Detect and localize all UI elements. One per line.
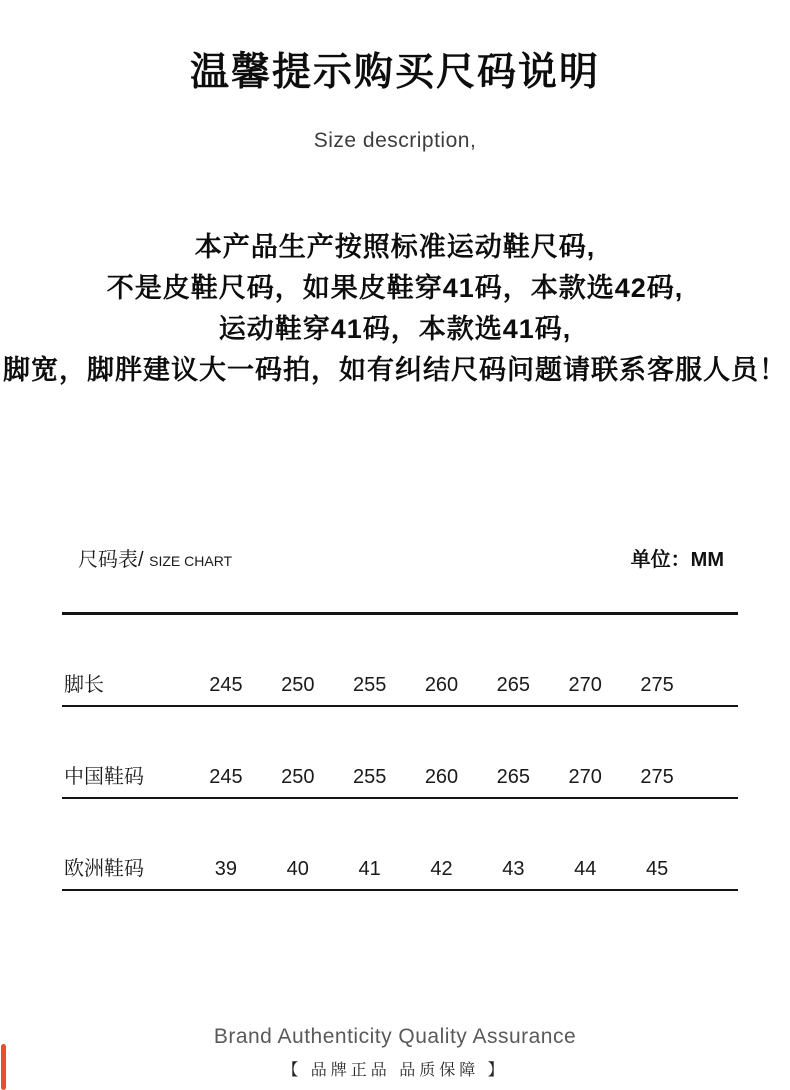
notice-line: 运动鞋穿41码，本款选41码, [218, 314, 572, 344]
accent-bar [1, 1044, 6, 1090]
table-cell: 42 [430, 858, 453, 880]
size-chart-header [62, 543, 738, 572]
table-cell: 270 [568, 674, 602, 696]
notice-line: 不是皮鞋尺码，如果皮鞋穿41码，本款选42码, [106, 273, 684, 303]
sizing-notice [0, 227, 790, 391]
row-label: 脚长 [64, 674, 104, 696]
table-cell: 44 [574, 858, 597, 880]
table-cell: 245 [209, 674, 243, 696]
size-chart-table [62, 612, 738, 891]
table-cell: 45 [645, 858, 669, 880]
row-values [190, 766, 738, 789]
table-cell: 39 [214, 858, 238, 880]
table-cell: 41 [358, 858, 381, 880]
table-cell: 260 [424, 674, 459, 696]
footer-brand-line: Brand Authenticity Quality Assurance [213, 1025, 577, 1048]
table-cell: 250 [281, 674, 315, 696]
row-values [190, 674, 738, 697]
table-cell: 265 [496, 766, 531, 788]
table-cell: 275 [640, 674, 674, 696]
table-cell: 260 [424, 766, 459, 788]
size-chart-section [62, 543, 738, 891]
row-label: 中国鞋码 [64, 766, 144, 788]
size-chart-unit-label: 单位：MM [630, 549, 724, 571]
notice-line: 脚宽，脚胖建议大一码拍，如有纠结尺码问题请联系客服人员！ [3, 355, 787, 385]
table-cell: 40 [286, 858, 309, 880]
row-values [190, 858, 738, 881]
table-cell: 270 [568, 766, 602, 788]
page-title: 温馨提示购买尺码说明 [189, 51, 600, 94]
size-chart-title [78, 543, 232, 572]
table-cell: 265 [496, 674, 531, 696]
table-cell: 245 [209, 766, 243, 788]
table-row [62, 799, 738, 891]
row-label: 欧洲鞋码 [64, 858, 144, 880]
table-cell: 250 [281, 766, 315, 788]
size-chart-title-cn: 尺码表/ [78, 549, 150, 571]
footer-quality-line: 【 品牌正品 品质保障 】 [282, 1062, 508, 1079]
table-cell: 255 [352, 674, 387, 696]
size-chart-title-en: SIZE CHART [149, 553, 233, 569]
table-cell: 275 [640, 766, 674, 788]
table-cell: 43 [502, 858, 525, 880]
page-subtitle: Size description, [313, 129, 477, 152]
table-row [62, 615, 738, 707]
notice-line: 本产品生产按照标准运动鞋尺码, [194, 232, 596, 262]
table-cell: 255 [352, 766, 387, 788]
table-row [62, 707, 738, 799]
